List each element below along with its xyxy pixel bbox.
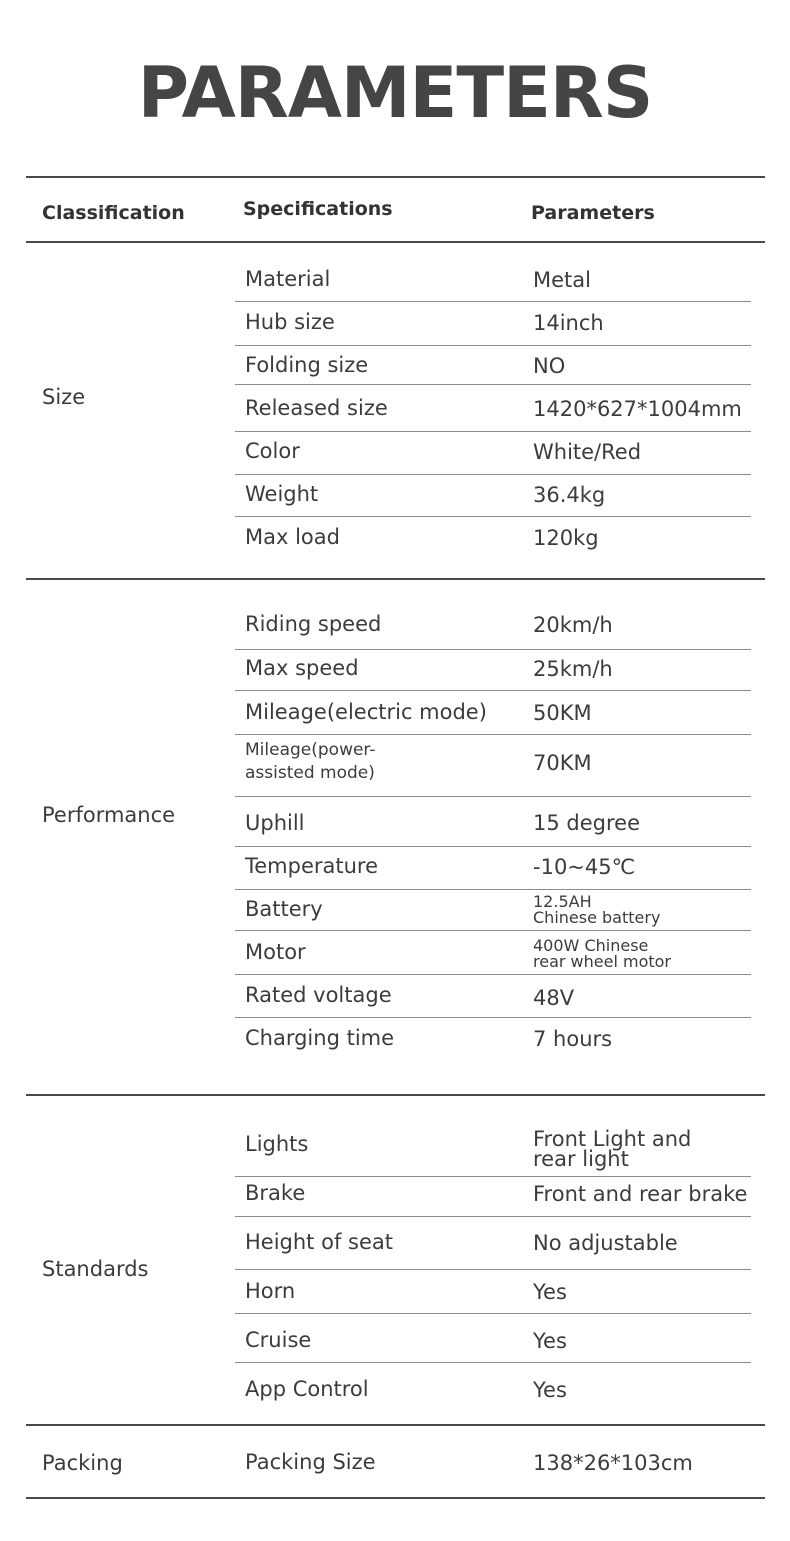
spec-app-control: App Control bbox=[245, 1377, 369, 1401]
spec-uphill: Uphill bbox=[245, 811, 305, 835]
spec-battery: Battery bbox=[245, 897, 323, 921]
value-hub-size: 14inch bbox=[533, 311, 604, 335]
spec-color: Color bbox=[245, 439, 300, 463]
value-app-control: Yes bbox=[533, 1378, 567, 1402]
performance-section-rule bbox=[26, 1094, 765, 1096]
value-lights bbox=[533, 1129, 691, 1169]
value-color: White/Red bbox=[533, 440, 642, 464]
value-folding-size: NO bbox=[533, 354, 566, 378]
spec-mileage-electric: Mileage(electric mode) bbox=[245, 700, 487, 724]
spec-motor: Motor bbox=[245, 940, 306, 964]
spec-released-size: Released size bbox=[245, 396, 388, 420]
value-released-size: 1420*627*1004mm bbox=[533, 397, 742, 421]
section-label-packing: Packing bbox=[42, 1451, 123, 1475]
value-packing-size: 138*26*103cm bbox=[533, 1451, 693, 1475]
row-divider bbox=[235, 974, 751, 975]
row-divider bbox=[235, 384, 751, 385]
value-line: 400W Chinese bbox=[533, 936, 649, 955]
value-horn: Yes bbox=[533, 1280, 567, 1304]
value-rated-voltage: 48V bbox=[533, 986, 575, 1010]
value-battery bbox=[533, 894, 660, 926]
row-divider bbox=[235, 301, 751, 302]
value-weight: 36.4kg bbox=[533, 483, 606, 507]
spec-temperature: Temperature bbox=[245, 854, 379, 878]
spec-mileage-power-assisted bbox=[245, 741, 375, 782]
spec-max-speed: Max speed bbox=[245, 656, 359, 680]
value-mileage-electric: 50KM bbox=[533, 701, 592, 725]
value-height-of-seat: No adjustable bbox=[533, 1231, 678, 1255]
row-divider bbox=[235, 1362, 751, 1363]
value-uphill: 15 degree bbox=[533, 811, 640, 835]
spec-cruise: Cruise bbox=[245, 1328, 312, 1352]
value-brake: Front and rear brake bbox=[533, 1182, 748, 1206]
value-riding-speed: 20km/h bbox=[533, 613, 613, 637]
spec-hub-size: Hub size bbox=[245, 310, 335, 334]
value-line: Chinese battery bbox=[533, 908, 661, 927]
value-line: rear light bbox=[533, 1147, 629, 1171]
spec-material: Material bbox=[245, 267, 331, 291]
row-divider bbox=[235, 930, 751, 931]
spec-folding-size: Folding size bbox=[245, 353, 369, 377]
row-divider bbox=[235, 431, 751, 432]
row-divider bbox=[235, 1176, 751, 1177]
spec-max-load: Max load bbox=[245, 525, 340, 549]
value-mileage-power-assisted: 70KM bbox=[533, 751, 592, 775]
value-motor bbox=[533, 938, 671, 970]
spec-height-of-seat: Height of seat bbox=[245, 1230, 393, 1254]
section-label-standards: Standards bbox=[42, 1257, 149, 1281]
spec-packing-size: Packing Size bbox=[245, 1450, 376, 1474]
row-divider bbox=[235, 1313, 751, 1314]
standards-section-rule bbox=[26, 1424, 765, 1426]
value-max-load: 120kg bbox=[533, 526, 599, 550]
row-divider bbox=[235, 1017, 751, 1018]
row-divider bbox=[235, 474, 751, 475]
spec-horn: Horn bbox=[245, 1279, 296, 1303]
header-classification: Classification bbox=[42, 202, 185, 224]
spec-line: Mileage(power- bbox=[245, 740, 376, 760]
header-specifications: Specifications bbox=[243, 198, 393, 220]
row-divider bbox=[235, 649, 751, 650]
value-line: Front Light and bbox=[533, 1127, 692, 1151]
header-parameters: Parameters bbox=[531, 202, 655, 224]
row-divider bbox=[235, 734, 751, 735]
spec-riding-speed: Riding speed bbox=[245, 612, 382, 636]
section-label-performance: Performance bbox=[42, 803, 176, 827]
row-divider bbox=[235, 690, 751, 691]
row-divider bbox=[235, 516, 751, 517]
spec-weight: Weight bbox=[245, 482, 319, 506]
table-bottom-rule bbox=[26, 1497, 765, 1499]
row-divider bbox=[235, 846, 751, 847]
row-divider bbox=[235, 889, 751, 890]
spec-rated-voltage: Rated voltage bbox=[245, 983, 392, 1007]
header-bottom-rule bbox=[26, 241, 765, 243]
size-section-rule bbox=[26, 578, 765, 580]
value-charging-time: 7 hours bbox=[533, 1027, 613, 1051]
spec-charging-time: Charging time bbox=[245, 1026, 395, 1050]
value-max-speed: 25km/h bbox=[533, 657, 613, 681]
row-divider bbox=[235, 796, 751, 797]
table-top-rule bbox=[26, 176, 765, 178]
row-divider bbox=[235, 1269, 751, 1270]
value-line: 12.5AH bbox=[533, 892, 592, 911]
row-divider bbox=[235, 345, 751, 346]
value-line: rear wheel motor bbox=[533, 952, 671, 971]
spec-lights: Lights bbox=[245, 1132, 309, 1156]
spec-brake: Brake bbox=[245, 1181, 306, 1205]
page-title: PARAMETERS bbox=[137, 52, 653, 134]
section-label-size: Size bbox=[42, 385, 86, 409]
value-temperature: -10~45℃ bbox=[533, 855, 636, 879]
value-material: Metal bbox=[533, 268, 591, 292]
spec-line: assisted mode) bbox=[245, 763, 375, 783]
value-cruise: Yes bbox=[533, 1329, 567, 1353]
row-divider bbox=[235, 1216, 751, 1217]
